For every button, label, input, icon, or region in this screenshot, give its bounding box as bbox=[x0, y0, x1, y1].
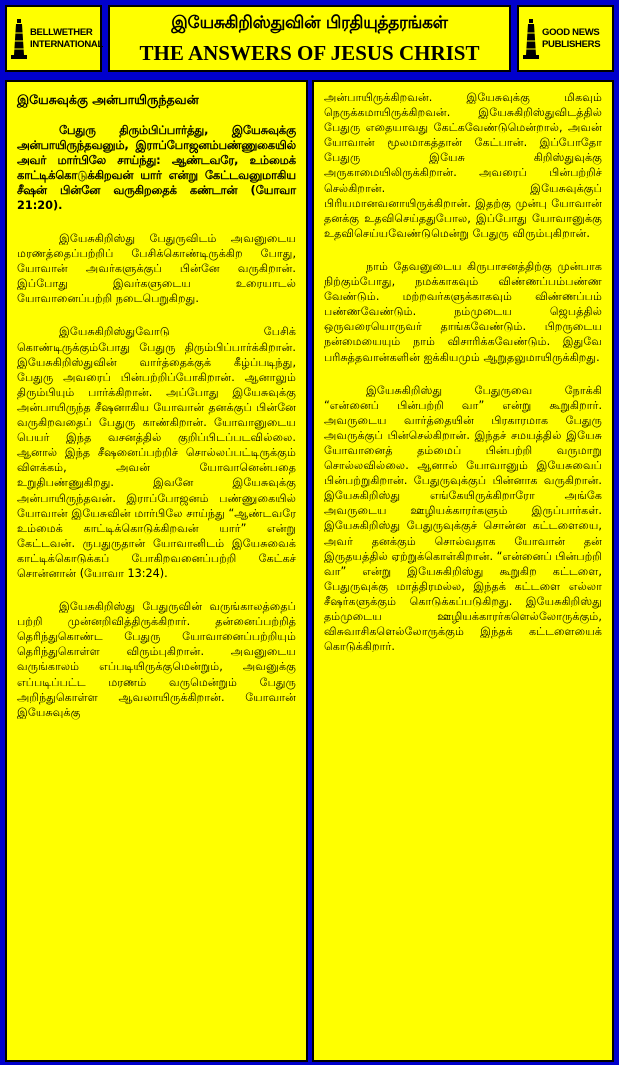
paragraph-continued: அன்பாயிருக்கிறவன். இயேசுவுக்கு மிகவும் நெருக்கமாயிருக்கிறவன். இயேசுகிறிஸ்துவிடத்தில் பேதுரு எதையாவது கேட்கவேண்டுமென்றால், அவன் யோவான் மூலமாகத்தான் கேட்பான். இப்போதோ பேதுரு இயேசு கிறிஸ்துவுக்கு அருகாமையிலிருக்கிறான். அவரைப் பின்பற்றிச் செல்கிறான். இயேசுவுக்குப் பிரியமானவனாயிருக்கிறான். இதற்கு முன்பு யோவான் தனக்கு உதவிசெய்ததுபோல, இப்போது யோவானுக்கு உதவிசெய்யவேண்டுமென்று பேதுரு விரும்புகிறான். bbox=[324, 91, 602, 240]
scripture-verse: பேதுரு திரும்பிப்பார்த்து, இயேசுவுக்கு அன்பாயிருந்தவனும், இராப்போஜனம்பண்ணுகையில் அவர் மார்பிலே சாய்ந்து: ஆண்டவரே, உம்மைக் காட்டிக்கொடுக்கிறவன் யார் என்று கேட்டவனுமாகிய சீஷன் பின்னே வருகிறதைக் கண்டான் (யோவா 21:20). bbox=[17, 124, 296, 212]
paragraph: இயேசுகிறிஸ்து பேதுருவை நோக்கி “என்னைப் பின்பற்றி வா” என்று கூறுகிறார். அவருடைய வார்த்தையின் பிரகாரமாக பேதுரு அவருக்குப் பின்செல்கிறான். இந்தச் சமயத்தில் இயேசு யோவானைத் தம்மைப் பின்பற்றி வருமாறு சொல்லவில்லை. ஆனால் யோவானும் இயேசுவைப் பின்பற்றுகிறான். பேதுருவுக்குப் பின்னாக வருகிறான். இயேசுகிறிஸ்து எங்கேயிருக்கிறாரோ அங்கே அவருடைய ஊழியக்காரர்களும் இருப்பார்கள். இயேசுகிறிஸ்து பேதுருவுக்குச் சொன்ன கட்டளையை, அவர் தனக்கும் சொல்வதாக யோவான் தன் இருதயத்தில் ஏற்றுக்கொள்கிறான். “என்னைப் பின்பற்றி வா” என்று இயேசுகிறிஸ்து கூறுகிற கட்டளை, பேதுருவுக்கு மாத்திரமல்ல, இந்தக் கட்டளை எல்லா சீஷர்களுக்கும் கொடுக்கப்படுகிறது. இயேசுகிறிஸ்து தம்முடைய ஊழியக்காரர்களெல்லோருக்கும், விசுவாசிகளெல்லோருக்கும் இந்தக் கட்டளையைக் கொடுக்கிறார். bbox=[324, 383, 602, 654]
paragraph: இயேசுகிறிஸ்துவோடு பேசிக் கொண்டிருக்கும்போது பேதுரு திரும்பிப்பார்க்கிறான். இயேசுகிறிஸ்துவின் வார்த்தைக்குக் கீழ்ப்படிந்து, பேதுரு அவரைப் பின்பற்றிப்போகிறான். ஆனாலும் திரும்பியும் பார்க்கிறான். அப்போது இயேசுவுக்கு அன்பாயிருந்த சீஷனாகிய யோவான் தனக்குப் பின்னே வருகிறவதைப் பேதுரு காண்கிறான். யோவானுடைய பெயர் இந்த வசனத்தில் குறிப்பிடப்படவில்லை. ஆனால் இந்த சீஷனைப்பற்றிச் சொல்லப்பட்டிருக்கும் விளக்கம், அவன் யோவானென்பதை உறுதிபண்ணுகிறது. இவனே இயேசுவுக்கு அன்பாயிருந்தவன். இராப்போஜனம் பண்ணுகையில் யோவான் இயேசுவின் மார்பிலே சாய்ந்து “ஆண்டவரே உம்மைக் காட்டிக்கொடுக்கிறவன் யார்” என்று கேட்டவன். ருபதுருதான் யோவானிடம் இயேசுவைக் காட்டிக்கொடுக்கப் போகிறவனைப்பற்றி கேட்கச் சொன்னான் (யோவா 13:24). bbox=[17, 325, 296, 580]
title-tamil: இயேசுகிறிஸ்துவின் பிரதியுத்தரங்கள் bbox=[171, 13, 448, 33]
good-news-publishers-logo bbox=[517, 5, 614, 72]
paragraph: இயேசுகிறிஸ்து பேதுருவின் வருங்காலத்தைப் பற்றி முன்னறிவித்திருக்கிறார். தன்னைப்பற்றித் தெரிந்துகொண்ட பேதுரு யோவானைப்பற்றியும் தெரிந்துகொள்ள விரும்புகிறான். அவனுடைய வருங்காலம் எப்படியிருக்குமென்றும், அவனுக்கு எப்படிப்பட்ட மரணம் வருமென்றும் பேதுரு அறிந்துகொள்ள ஆவலாயிருக்கிறான். யோவான் இயேசுவுக்கு bbox=[17, 600, 296, 719]
bellwether-line2: INTERNATIONAL bbox=[30, 38, 103, 50]
publisher-line1: GOOD NEWS bbox=[542, 26, 600, 38]
title-english: THE ANSWERS OF JESUS CHRIST bbox=[139, 41, 480, 65]
bellwether-logo bbox=[5, 5, 102, 72]
left-column bbox=[5, 80, 308, 1062]
article-heading: இயேசுவுக்கு அன்பாயிருந்தவன் bbox=[17, 92, 199, 107]
publisher-line2: PUBLISHERS bbox=[542, 38, 601, 50]
paragraph: நாம் தேவனுடைய கிருபாசனத்திற்கு முன்பாக நிற்கும்போது, நமக்காகவும் விண்ணப்பம்பண்ண வேண்டும். மற்றவர்களுக்காகவும் விண்ணப்பம் பண்ணவேண்டும். நம்முடைய ஜெபத்தில் ஒருவரையொருவர் தாங்கவேண்டும். பிறருடைய நன்மையையும் நாம் விசாரிக்கவேண்டும். இதுவே பரிசுத்தவான்களின் ஐக்கியமும் ஆறுதலுமாயிருக்கிறது. bbox=[324, 259, 602, 364]
title-banner bbox=[108, 5, 511, 72]
right-column bbox=[312, 80, 614, 1062]
lighthouse-icon bbox=[11, 19, 27, 59]
bellwether-line1: BELLWETHER bbox=[30, 26, 93, 38]
paragraph: இயேசுகிறிஸ்து பேதுருவிடம் அவனுடைய மரணத்தைப்பற்றிப் பேசிக்கொண்டிருக்கிற போது, யோவான் அவர்களுக்குப் பின்னே வருகிறான். இப்போது இவர்களுடைய உரையாடல் யோவானைப்பற்றி நடைபெறுகிறது. bbox=[17, 232, 296, 306]
lighthouse-icon bbox=[523, 19, 539, 59]
